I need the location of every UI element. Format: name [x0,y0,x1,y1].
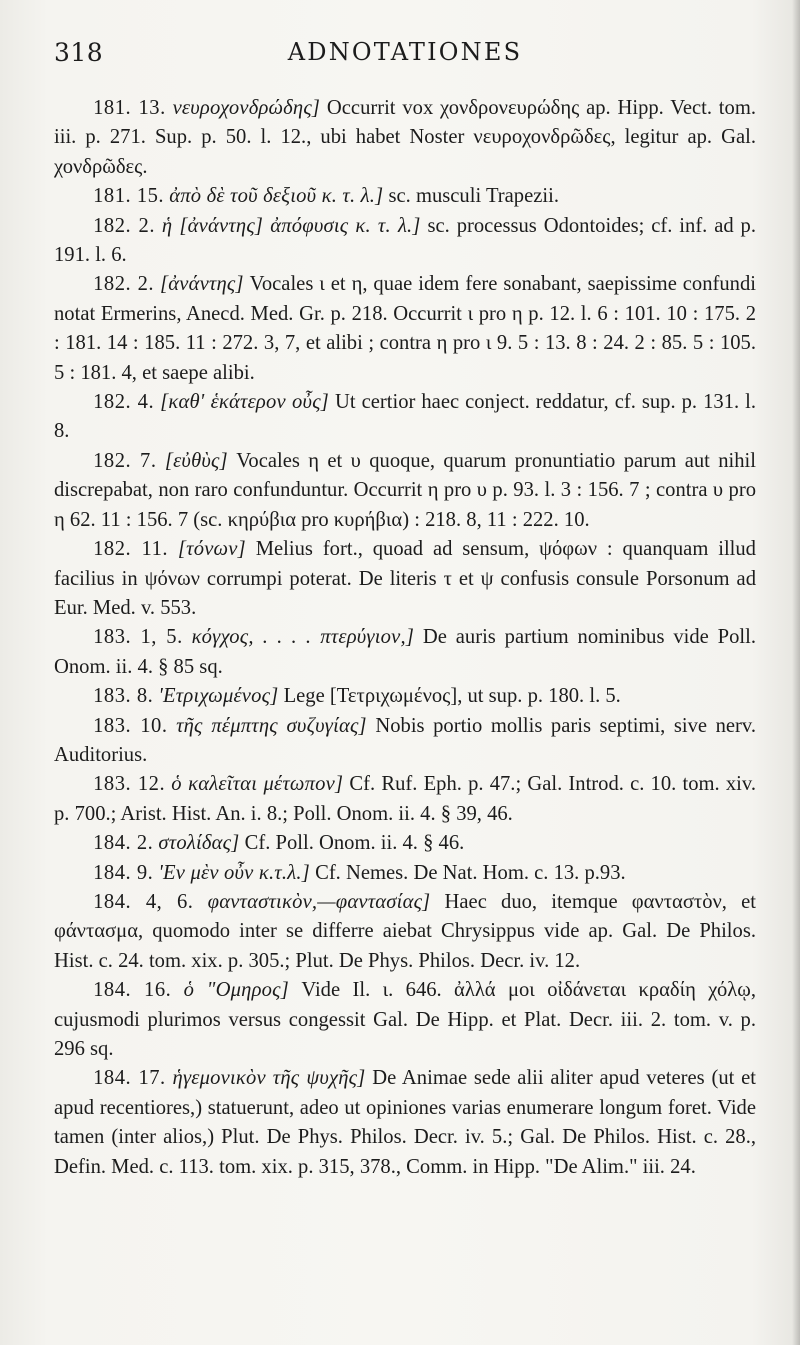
entry-lemma: [εὐθὺς] [164,449,228,472]
entry-lemma: στολίδας] [158,832,240,855]
annotation-entry [54,1064,756,1182]
entry-lemma: 'Εν μὲν οὖν κ.τ.λ.] [158,861,310,884]
entry-lemma: νευροχονδρώδης] [172,97,321,119]
entry-text: Cf. Poll. Onom. ii. 4. § 46. [244,832,465,855]
annotation-entry [54,623,756,682]
annotation-entry [54,976,756,1064]
annotation-entry [54,212,756,271]
entry-text: Nobis portio mollis paris septimi, sive nerv. Auditorius. [54,714,757,766]
annotations-text [54,94,756,1182]
entry-ref: 182. 2. [93,273,155,296]
entry-lemma: [τόνων] [177,538,246,561]
annotation-entry [54,447,756,535]
entry-ref: 182. 4. [93,391,155,414]
entry-lemma: ἡ [ἀνάντης] ἀπόφυσις κ. τ. λ.] [161,214,421,237]
page-number: 318 [54,38,104,67]
entry-ref: 181. 15. [93,185,165,208]
entry-ref: 184. 16. [93,979,172,1002]
entry-lemma: ὁ "Ομηρος] [183,979,289,1002]
entry-text: Ut certior haec conject. reddatur, cf. sup. p. 131. l. 8. [54,391,757,443]
entry-ref: 184. 17. [93,1067,166,1090]
entry-text: sc. processus Odontoides; cf. inf. ad p. 191. l. 6. [54,214,757,267]
running-head: ADNOTATIONES [287,38,523,66]
entry-text: Occurrit vox χονδρονευρώδης ap. Hipp. Vect. tom. iii. p. 271. Sup. p. 50. l. 12., ubi habet Noster νευροχονδρῶδες, legitur ap. Gal. χονδρῶδες. [54,97,756,178]
annotation-entry [54,770,756,829]
entry-text: Haec duo, itemque φανταστὸν, et φάντασμα, quomodo inter se differre aiebat Chrysippus vide ap. Gal. De Philos. Hist. c. 24. tom. xix. p. 305.; Plut. De Phys. Philos. Decr. iv. 12. [54,890,756,972]
entry-ref: 181. 13. [93,97,166,119]
entry-lemma: τῆς πέμπτης συζυγίας] [176,714,367,737]
annotation-entry [54,682,756,711]
entry-lemma: [ἀνάντης] [160,273,244,296]
entry-ref: 183. 1, 5. [93,626,183,649]
entry-lemma: κόγχος, . . . . πτερύγιον,] [191,626,415,649]
annotation-entry [54,888,756,976]
entry-lemma: φανταστικὸν,—φαντασίας] [207,890,431,913]
annotation-entry [54,859,756,888]
entry-text: De auris partium nominibus vide Poll. Onom. ii. 4. § 85 sq. [54,626,756,678]
entry-ref: 183. 10. [93,714,168,737]
entry-ref: 184. 2. [93,832,154,855]
entry-text: Vocales ι et η, quae idem fere sonabant, saepissime confundi notat Ermerins, Anecd. Med. Gr. p. 218. Occurrit ι pro η p. 12. l. 6 : 101. 10 : 175. 2 : 181. 14 : 185. 11 : 272. 3, 7, et alibi ; contra η pro ι 9. 5 : 13. 8 : 24. 2 : 85. 5 : 105. 5 : 181. 4, et saepe alibi. [54,273,756,384]
annotation-entry [54,182,756,211]
entry-text: Lege [Τετριχωμένος], ut sup. p. 180. l. 5. [283,685,621,708]
annotation-entry [54,829,756,858]
entry-ref: 182. 2. [93,214,156,237]
entry-text: Cf. Ruf. Eph. p. 47.; Gal. Introd. c. 10. tom. xiv. p. 700.; Arist. Hist. An. i. 8.; Poll. Onom. ii. 4. § 39, 46. [54,773,756,825]
entry-lemma: ἀπὸ δὲ τοῦ δεξιοῦ κ. τ. λ.] [169,185,384,208]
entry-lemma: ἡγεμονικὸν τῆς ψυχῆς] [172,1067,366,1090]
annotation-entry [54,388,756,447]
annotation-entry [54,535,756,623]
entry-ref: 182. 11. [93,538,169,561]
page-header [54,38,756,74]
annotation-entry [54,94,756,182]
page-edge-shadow [792,0,800,1345]
entry-text: De Animae sede alii aliter apud veteres (ut et apud recentiores,) statuerunt, adeo ut opiniones varias enumerare longum foret. Vide tamen (inter alios,) Plut. De Phys. Philos. Decr. iv. 5.; Gal. De Philos. Hist. c. 28., Defin. Med. c. 113. tom. xix. p. 315, 378., Comm. in Hipp. "De Alim." iii. 24. [54,1067,756,1178]
entry-lemma: ὁ καλεῖται μέτωπον] [171,773,344,796]
annotation-entry [54,270,756,388]
entry-ref: 183. 8. [93,685,154,708]
entry-text: Vide Il. ι. 646. ἀλλά μοι οἰδάνεται κραδίη χόλῳ, cujusmodi plurimos versus congessit Gal. De Hipp. et Plat. Decr. iii. 2. tom. v. p. 296 sq. [54,979,756,1060]
entry-text: Vocales η et υ quoque, quarum pronuntiatio parum aut nihil discrepabat, non raro confunduntur. Occurrit η pro υ p. 93. l. 3 : 156. 7 ; contra υ pro η 62. 11 : 156. 7 (sc. κηρύβια pro κυρήβια) : 218. 8, 11 : 222. 10. [54,449,756,531]
entry-text: Cf. Nemes. De Nat. Hom. c. 13. p.93. [315,861,626,884]
entry-lemma: [καθ' ἑκάτερον οὖς] [160,391,329,414]
entry-text: Melius fort., quoad ad sensum, ψόφων : quanquam illud facilius in ψόνων corrumpi poterat. De literis τ et ψ confusis consule Porsonum ad Eur. Med. v. 553. [54,538,756,619]
annotation-entry [54,712,756,771]
entry-ref: 184. 4, 6. [93,890,194,913]
entry-text: sc. musculi Trapezii. [388,185,559,208]
entry-ref: 184. 9. [93,861,154,884]
entry-ref: 182. 7. [93,449,157,472]
entry-lemma: 'Ετριχωμένος] [158,685,279,708]
entry-ref: 183. 12. [93,773,166,796]
